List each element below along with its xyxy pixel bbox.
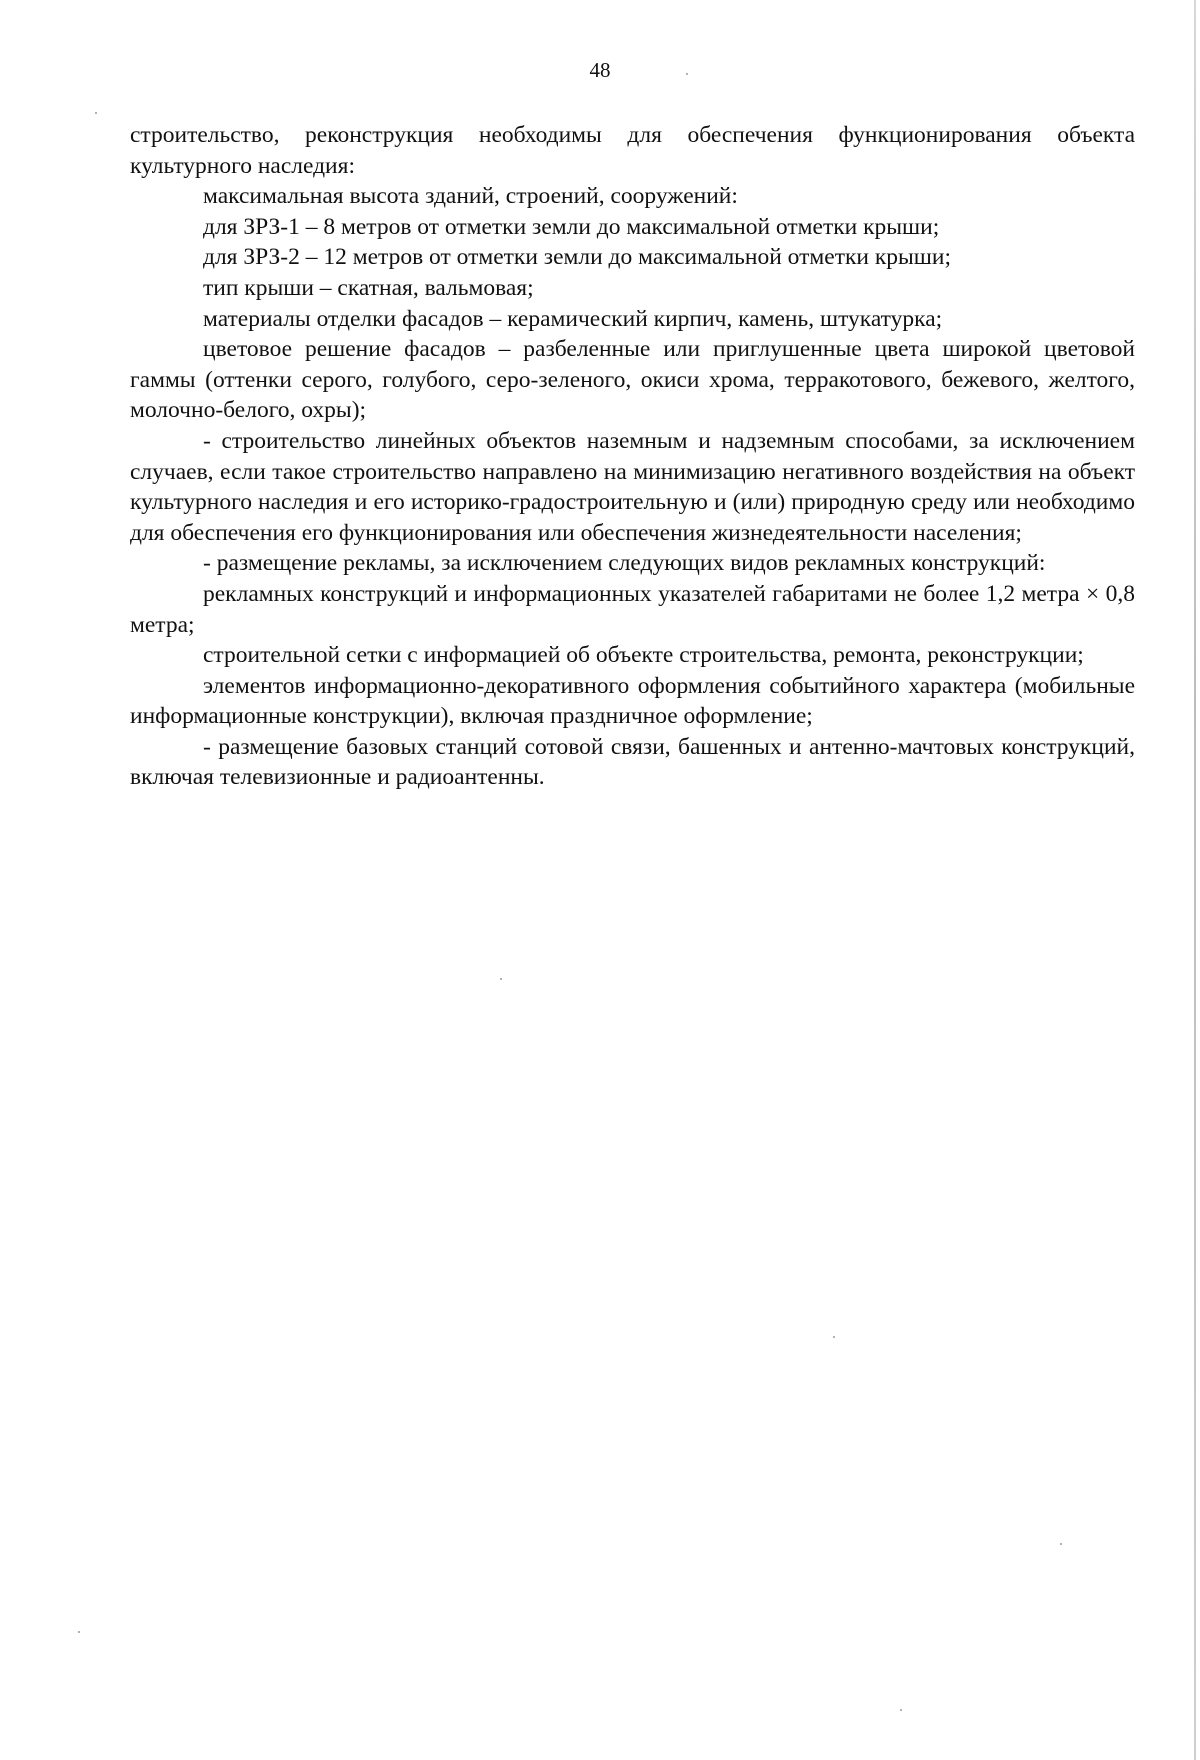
paragraph-continuation: строительство, реконструкция необходимы для обеспечения функционирования объекта культурного наследия: <box>130 122 1135 179</box>
scan-speck <box>78 1631 80 1633</box>
scan-speck <box>1060 1543 1062 1545</box>
paragraph-max-height: максимальная высота зданий, строений, сооружений: <box>203 183 738 210</box>
scan-edge-line <box>1194 0 1196 1760</box>
scan-speck <box>500 978 502 980</box>
paragraph-zrz-2: для ЗРЗ-2 – 12 метров от отметки земли до максимальной отметки крыши; <box>203 244 951 271</box>
paragraph-facade-colors: цветовое решение фасадов – разбеленные или приглушенные цвета широкой цветовой гаммы (оттенки серого, голубого, серо-зеленого, окиси хрома, терракотового, бежевого, желтого, молочно-белого, охры); <box>130 336 1135 424</box>
scan-speck <box>900 1709 902 1711</box>
scan-speck <box>686 73 688 75</box>
scan-speck <box>95 112 97 114</box>
paragraph-ad-structures: рекламных конструкций и информационных указателей габаритами не более 1,2 метра × 0,8 метра; <box>130 580 1135 638</box>
paragraph-zrz-1: для ЗРЗ-1 – 8 метров от отметки земли до максимальной отметки крыши; <box>203 213 940 240</box>
paragraph-facade-materials: материалы отделки фасадов – керамический кирпич, камень, штукатурка; <box>203 305 943 332</box>
paragraph-roof-type: тип крыши – скатная, вальмовая; <box>203 274 534 301</box>
document-body <box>130 120 1135 793</box>
scan-speck <box>833 1336 835 1338</box>
paragraph-cell-stations: - размещение базовых станций сотовой связи, башенных и антенно-мачтовых конструкций, включая телевизионные и радиоантенны. <box>130 733 1135 791</box>
paragraph-decorative-elements: элементов информационно-декоративного оформления событийного характера (мобильные информационные конструкции), включая праздничное оформление; <box>130 672 1135 730</box>
paragraph-advertising: - размещение рекламы, за исключением следующих видов рекламных конструкций: <box>203 550 1046 577</box>
paragraph-construction-mesh: строительной сетки с информацией об объекте строительства, ремонта, реконструкции; <box>203 642 1084 669</box>
page-number: 48 <box>589 58 611 82</box>
paragraph-linear-objects: - строительство линейных объектов наземным и надземным способами, за исключением случаев, если такое строительство направлено на минимизацию негативного воздействия на объект культурного наследия и его историко-градостроительную и (или) природную среду или необходимо для обеспечения его функционирования или обеспечения жизнедеятельности населения; <box>130 427 1135 546</box>
